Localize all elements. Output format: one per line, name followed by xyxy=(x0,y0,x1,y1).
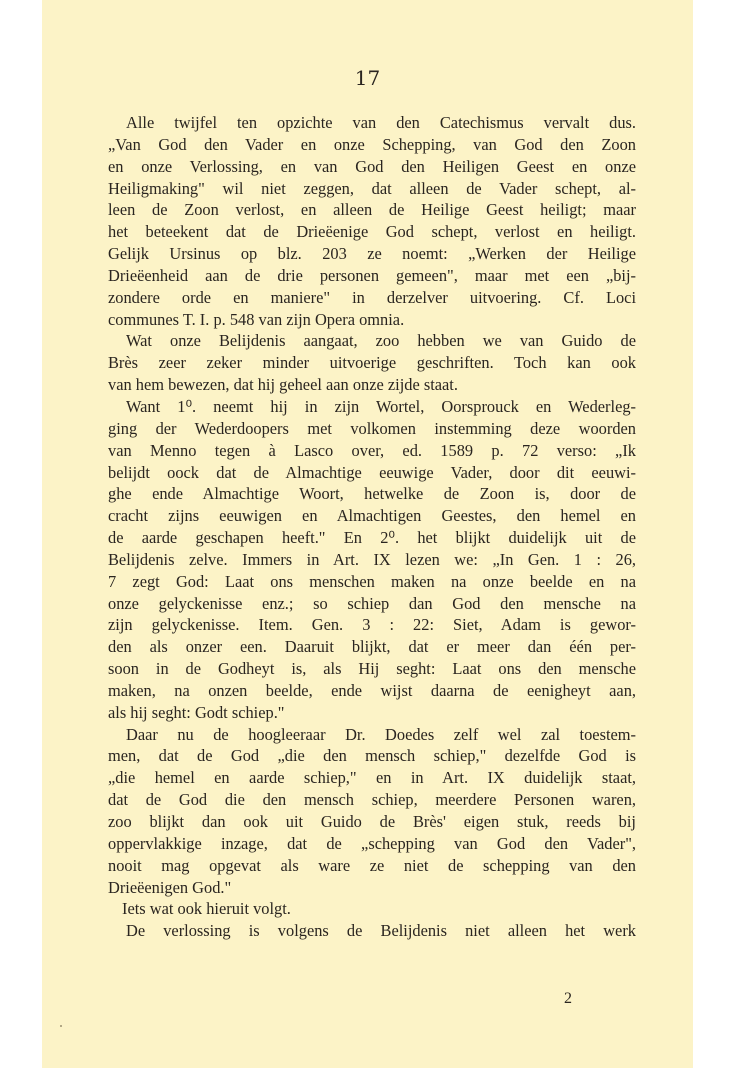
text-line: als hij seght: Godt schiep." xyxy=(108,702,285,722)
text-line: Drieëenheid aan de drie personen gemeen", maar met een „bij- xyxy=(108,265,636,285)
text-line: 7 zegt God: Laat ons menschen maken na onze beelde en na xyxy=(108,571,636,591)
text-line: zoo blijkt dan ook uit Guido de Brès' eigen stuk, reeds bij xyxy=(108,812,636,831)
book-page xyxy=(42,0,693,1068)
paper-speck xyxy=(60,1025,62,1027)
signature-mark: 2 xyxy=(564,990,572,1007)
text-line: cracht zijns eeuwigen en Almachtigen Geestes, den hemel en xyxy=(108,506,636,526)
text-line: Belijdenis zelve. Immers in Art. IX lezen we: „In Gen. 1 : 26, xyxy=(108,549,636,569)
text-line: „die hemel en aarde schiep," en in Art. IX duidelijk staat, xyxy=(108,768,636,788)
text-line: Alle twijfel ten opzichte van den Catechismus vervalt dus. xyxy=(126,113,636,132)
text-line: den als onzer een. Daaruit blijkt, dat er meer dan één per- xyxy=(108,637,636,657)
text-line: Daar nu de hoogleeraar Dr. Doedes zelf wel zal toestem- xyxy=(126,724,636,744)
text-line: De verlossing is volgens de Belijdenis niet alleen het werk xyxy=(126,921,636,941)
text-line: Iets wat ook hieruit volgt. xyxy=(122,899,291,919)
text-line: van hem bewezen, dat hij geheel aan onze zijde staat. xyxy=(108,375,458,395)
text-line: maken, na onzen beelde, ende wijst daarna de eenigheyt aan, xyxy=(108,680,636,700)
text-line: dat de God die den mensch schiep, meerdere Personen waren, xyxy=(108,790,636,810)
text-line: Gelijk Ursinus op blz. 203 ze noemt: „Werken der Heilige xyxy=(108,244,636,264)
text-line: van Menno tegen à Lasco over, ed. 1589 p. 72 verso: „Ik xyxy=(108,440,636,460)
text-line: de aarde geschapen heeft." En 2⁰. het blijkt duidelijk uit de xyxy=(108,528,636,548)
text-line: zondere orde en maniere" in derzelver uitvoering. Cf. Loci xyxy=(108,287,636,307)
text-line: men, dat de God „die den mensch schiep," dezelfde God is xyxy=(108,746,636,766)
text-line: Brès zeer zeker minder uitvoerige geschriften. Toch kan ook xyxy=(108,353,636,373)
text-line: leen de Zoon verlost, en alleen de Heilige Geest heiligt; maar xyxy=(108,200,636,220)
text-line: communes T. I. p. 548 van zijn Opera omnia. xyxy=(108,309,405,329)
text-line: ghe ende Almachtige Woort, hetwelke de Zoon is, door de xyxy=(108,484,636,504)
page-number: 17 xyxy=(354,66,381,90)
text-line: het beteekent dat de Drieëenige God schept, verlost en heiligt. xyxy=(108,222,636,242)
text-line: „Van God den Vader en onze Schepping, van God den Zoon xyxy=(108,134,636,154)
text-line: nooit mag opgevat als ware ze niet de schepping van den xyxy=(108,855,636,875)
text-line: Drieëenigen God." xyxy=(108,877,232,897)
text-line: zijn gelyckenisse. Item. Gen. 3 : 22: Siet, Adam is gewor- xyxy=(108,615,636,635)
text-line: belijdt oock dat de Almachtige eeuwige Vader, door dit eeuwi- xyxy=(108,462,636,482)
text-line: soon in de Godheyt is, als Hij seght: Laat ons den mensche xyxy=(108,659,636,679)
text-line: Want 1⁰. neemt hij in zijn Wortel, Oorsprouck en Wederleg- xyxy=(126,396,636,416)
text-line: en onze Verlossing, en van God den Heiligen Geest en onze xyxy=(108,156,636,176)
text-line: oppervlakkige inzage, dat de „schepping van God den Vader", xyxy=(108,833,636,853)
text-line: onze gelyckenisse enz.; so schiep dan God den mensche na xyxy=(108,593,636,613)
text-line: ging der Wederdoopers met volkomen instemming deze woorden xyxy=(108,418,636,438)
text-line: Heiligmaking" wil niet zeggen, dat alleen de Vader schept, al- xyxy=(108,178,636,198)
text-line: Wat onze Belijdenis aangaat, zoo hebben we van Guido de xyxy=(126,331,636,351)
body-text xyxy=(108,112,636,942)
